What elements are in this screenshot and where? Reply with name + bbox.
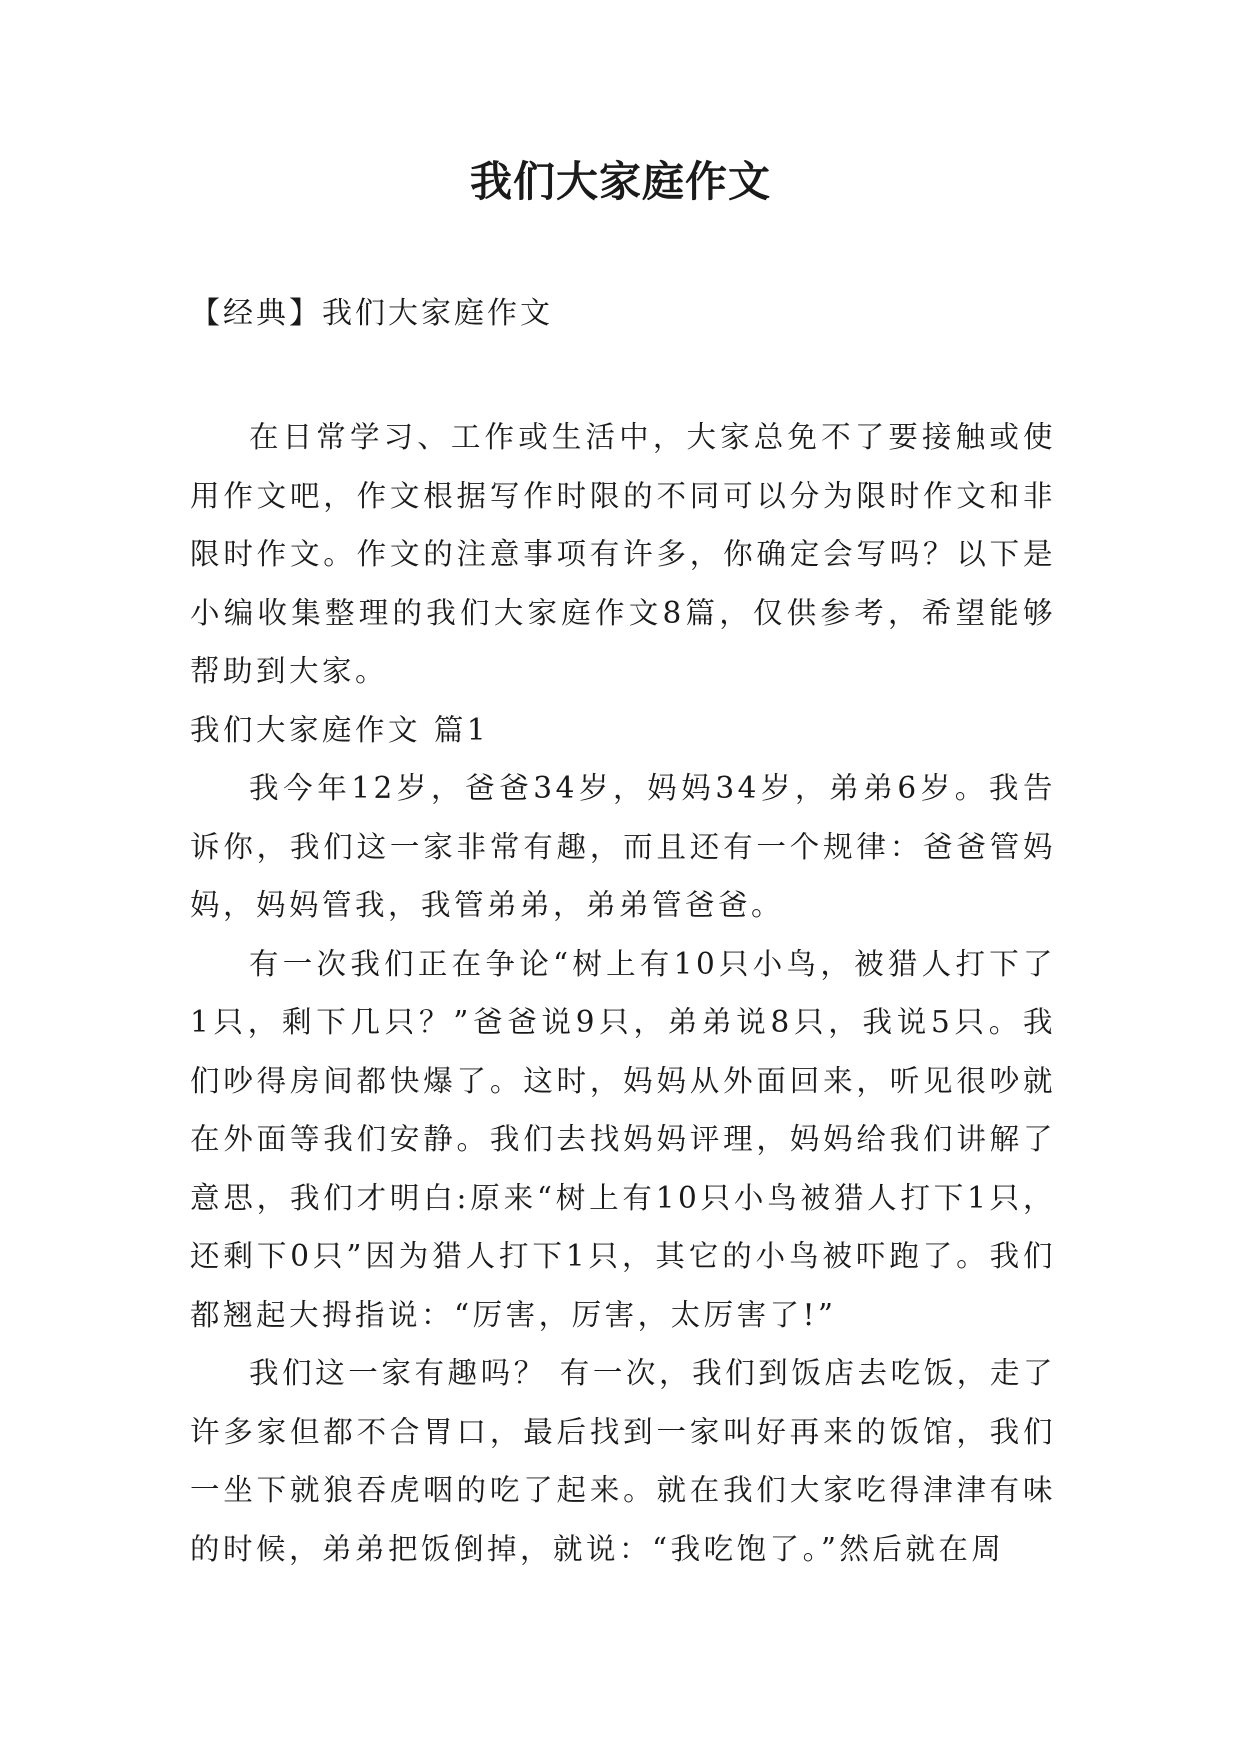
body-paragraph: 有一次我们正在争论“树上有10只小鸟，被猎人打下了1只，剩下几只？”爸爸说9只，弟弟说8只，我说5只。我们吵得房间都快爆了。这时，妈妈从外面回来，听见很吵就在外面等我们安静。我们去找妈妈评理，妈妈给我们讲解了意思，我们才明白:原来“树上有10只小鸟被猎人打下1只，还剩下0只”因为猎人打下1只，其它的小鸟被吓跑了。我们都翘起大拇指说：“厉害，厉害，太厉害了!” bbox=[190, 946, 1056, 1332]
section-heading: 我们大家庭作文 篇1 bbox=[190, 712, 490, 747]
document-body bbox=[190, 408, 1056, 1578]
body-paragraph: 我们这一家有趣吗？ 有一次，我们到饭店去吃饭，走了许多家但都不合胃口，最后找到一家叫好再来的饭馆，我们一坐下就狼吞虎咽的吃了起来。就在我们大家吃得津津有味的时候，弟弟把饭倒掉，就说：“我吃饱了。”然后就在周 bbox=[190, 1356, 1056, 1566]
intro-paragraph: 在日常学习、工作或生活中，大家总免不了要接触或使用作文吧，作文根据写作时限的不同可以分为限时作文和非限时作文。作文的注意事项有许多，你确定会写吗？以下是小编收集整理的我们大家庭作文8篇，仅供参考，希望能够帮助到大家。 bbox=[190, 420, 1056, 688]
body-paragraph: 我今年12岁，爸爸34岁，妈妈34岁，弟弟6岁。我告诉你，我们这一家非常有趣，而且还有一个规律：爸爸管妈妈，妈妈管我，我管弟弟，弟弟管爸爸。 bbox=[190, 771, 1056, 922]
document-subtitle: 【经典】我们大家庭作文 bbox=[190, 296, 553, 331]
page-title: 我们大家庭作文 bbox=[469, 157, 771, 206]
